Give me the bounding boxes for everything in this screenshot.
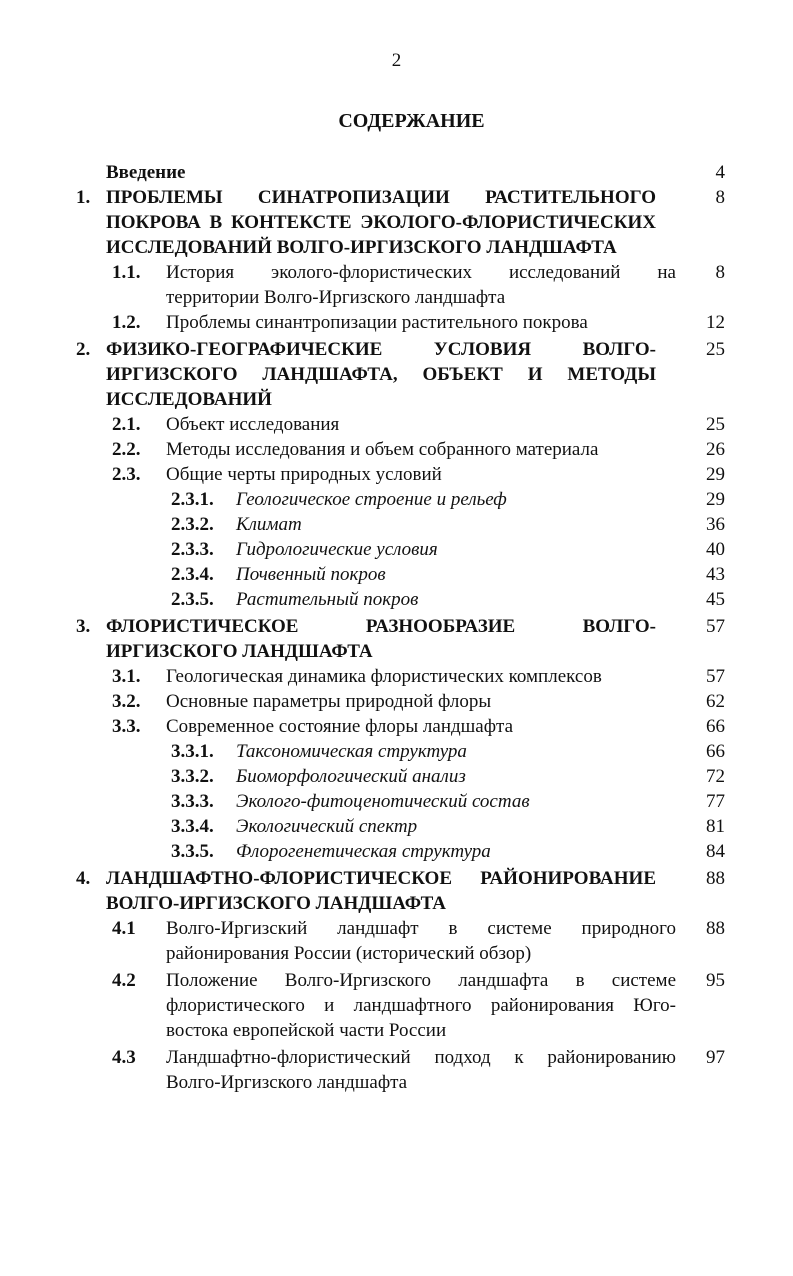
toc-entry	[0, 537, 793, 562]
toc-entry	[0, 562, 793, 587]
toc-entry-title: Методы исследования и объем собранного материала	[166, 439, 599, 460]
toc-entry-number: 3.2.	[112, 691, 141, 712]
toc-entry-page: 95	[706, 970, 725, 991]
toc-entry-number: 2.3.	[112, 464, 141, 485]
toc-entry-title: Экологический спектр	[236, 816, 418, 837]
toc-entry-title: ФИЗИКО-ГЕОГРАФИЧЕСКИЕ УСЛОВИЯ ВОЛГО-ИРГИЗСКОГО ЛАНДШАФТА, ОБЪЕКТ И МЕТОДЫ ИССЛЕДОВАНИЙ	[106, 339, 656, 410]
toc-entry	[0, 587, 793, 612]
toc-entry-title: Общие черты природных условий	[166, 464, 442, 485]
page-number: 2	[391, 50, 402, 71]
toc-entry-title: Гидрологические условия	[236, 539, 438, 560]
toc-entry-number: 3.3.2.	[171, 766, 214, 787]
toc-entry-page: 57	[706, 666, 725, 687]
toc-entry-title: ПРОБЛЕМЫ СИНАТРОПИЗАЦИИ РАСТИТЕЛЬНОГО ПОКРОВА В КОНТЕКСТЕ ЭКОЛОГО-ФЛОРИСТИЧЕСКИХ ИССЛЕДОВАНИЙ ВОЛГО-ИРГИЗСКОГО ЛАНДШАФТА	[106, 187, 656, 258]
toc-entry-title: Положение Волго-Иргизского ландшафта в системе флористического и ландшафтного районирования Юго-востока европейской части России	[166, 970, 676, 1041]
toc-entry-page: 88	[706, 918, 725, 939]
toc-entry-number: 4.3	[112, 1047, 136, 1068]
toc-entry-page: 8	[715, 262, 725, 283]
toc-entry-page: 25	[706, 414, 725, 435]
toc-entry-page: 66	[706, 741, 725, 762]
toc-entry-title: Биоморфологический анализ	[236, 766, 466, 787]
toc-entry	[0, 260, 793, 310]
toc-entry-number: 3.3.	[112, 716, 141, 737]
toc-entry	[0, 487, 793, 512]
toc-entry-page: 72	[706, 766, 725, 787]
toc-entry-page: 88	[706, 868, 725, 889]
toc-entry-title: ЛАНДШАФТНО-ФЛОРИСТИЧЕСКОЕ РАЙОНИРОВАНИЕ ВОЛГО-ИРГИЗСКОГО ЛАНДШАФТА	[106, 868, 656, 914]
toc-entry-page: 36	[706, 514, 725, 535]
toc-entry-title: Геологическое строение и рельеф	[236, 489, 507, 510]
toc-entry-page: 84	[706, 841, 725, 862]
toc-entry	[0, 689, 793, 714]
toc-entry-page: 43	[706, 564, 725, 585]
toc-entry	[0, 664, 793, 689]
toc-entry-page: 77	[706, 791, 725, 812]
toc-entry-page: 40	[706, 539, 725, 560]
toc-entry-number: 3.3.1.	[171, 741, 214, 762]
toc-entry	[0, 337, 793, 412]
toc-entry	[0, 764, 793, 789]
toc-entry-title: Волго-Иргизский ландшафт в системе природного районирования России (исторический обзор)	[166, 918, 676, 964]
toc-entry-number: 2.3.3.	[171, 539, 214, 560]
toc-entry	[0, 714, 793, 739]
toc-entry-title: Основные параметры природной флоры	[166, 691, 492, 712]
toc-entry	[0, 789, 793, 814]
toc-entry-number: 2.3.4.	[171, 564, 214, 585]
toc-entry	[0, 614, 793, 664]
toc-entry-page: 25	[706, 339, 725, 360]
toc-entry-number: 2.2.	[112, 439, 141, 460]
toc-entry-number: 1.2.	[112, 312, 141, 333]
toc-entry	[0, 437, 793, 462]
toc-entry	[0, 512, 793, 537]
toc-entry	[0, 839, 793, 864]
toc-entry-page: 45	[706, 589, 725, 610]
toc-entry	[0, 1045, 793, 1095]
toc-title: СОДЕРЖАНИЕ	[338, 110, 485, 132]
toc-entry-page: 29	[706, 464, 725, 485]
toc-entry-title: Климат	[236, 514, 302, 535]
toc-entry-page: 57	[706, 616, 725, 637]
toc-entry-number: 4.1	[112, 918, 136, 939]
toc-entry-page: 8	[715, 187, 725, 208]
toc-entry-number: 3.	[76, 616, 91, 637]
toc-entry-page: 26	[706, 439, 725, 460]
toc-entry-title: Геологическая динамика флористических комплексов	[166, 666, 602, 687]
toc-entry-title: Почвенный покров	[236, 564, 386, 585]
toc-entry-title: Введение	[106, 162, 186, 183]
toc-entry-page: 29	[706, 489, 725, 510]
toc-entry-number: 3.3.5.	[171, 841, 214, 862]
table-of-contents	[0, 160, 793, 1095]
toc-entry-page: 97	[706, 1047, 725, 1068]
toc-entry	[0, 160, 793, 185]
toc-entry-page: 81	[706, 816, 725, 837]
toc-entry-page: 12	[706, 312, 725, 333]
toc-entry-number: 4.2	[112, 970, 136, 991]
toc-entry	[0, 968, 793, 1043]
toc-entry-title: Объект исследования	[166, 414, 340, 435]
toc-entry-title: ФЛОРИСТИЧЕСКОЕ РАЗНООБРАЗИЕ ВОЛГО-ИРГИЗСКОГО ЛАНДШАФТА	[106, 616, 656, 662]
toc-entry-number: 4.	[76, 868, 91, 889]
toc-entry	[0, 310, 793, 335]
toc-entry-number: 2.1.	[112, 414, 141, 435]
toc-entry	[0, 739, 793, 764]
toc-entry-title: Таксономическая структура	[236, 741, 467, 762]
toc-entry	[0, 866, 793, 916]
toc-entry-title: Проблемы синантропизации растительного покрова	[166, 312, 588, 333]
toc-entry	[0, 412, 793, 437]
toc-entry	[0, 814, 793, 839]
toc-entry-number: 1.	[76, 187, 91, 208]
toc-entry-title: Растительный покров	[236, 589, 419, 610]
toc-entry-number: 2.3.1.	[171, 489, 214, 510]
toc-entry-page: 4	[715, 162, 725, 183]
toc-entry	[0, 185, 793, 260]
toc-entry-title: История эколого-флористических исследований на территории Волго-Иргизского ландшафта	[166, 262, 676, 308]
toc-entry-page: 62	[706, 691, 725, 712]
toc-entry-number: 3.3.3.	[171, 791, 214, 812]
toc-entry	[0, 916, 793, 966]
toc-entry-title: Эколого-фитоценотический состав	[236, 791, 530, 812]
toc-entry-number: 2.	[76, 339, 91, 360]
toc-entry	[0, 462, 793, 487]
toc-entry-number: 1.1.	[112, 262, 141, 283]
toc-entry-number: 2.3.2.	[171, 514, 214, 535]
toc-entry-title: Флорогенетическая структура	[236, 841, 491, 862]
toc-entry-title: Современное состояние флоры ландшафта	[166, 716, 514, 737]
toc-entry-title: Ландшафтно-флористический подход к районированию Волго-Иргизского ландшафта	[166, 1047, 676, 1093]
toc-entry-number: 2.3.5.	[171, 589, 214, 610]
toc-entry-page: 66	[706, 716, 725, 737]
toc-entry-number: 3.3.4.	[171, 816, 214, 837]
toc-entry-number: 3.1.	[112, 666, 141, 687]
